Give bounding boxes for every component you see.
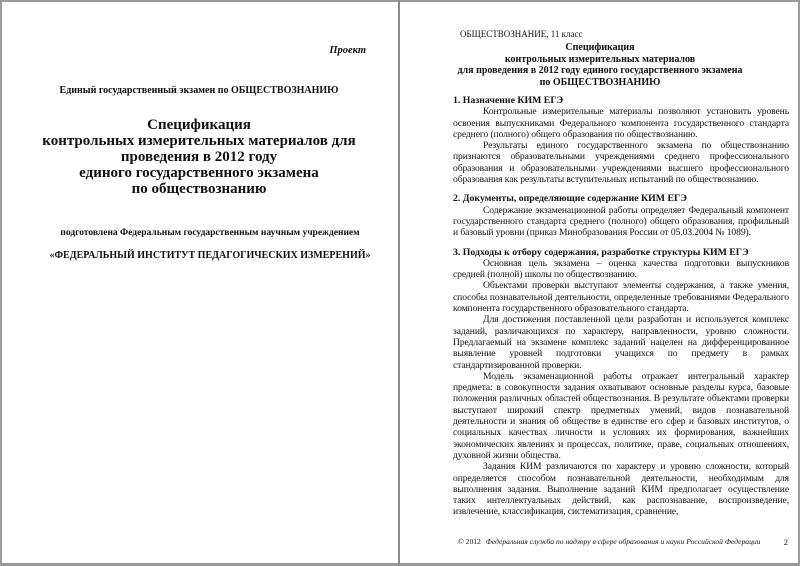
paragraph: Основная цель экзамена – оценка качества подготовки выпускников средней (полной) школы по обществознанию. [453,257,789,281]
paragraph: Модель экзаменационной работы отражает интегральный характер предмета: в совокупности задания охватывают основные разделы курса, базовые положения различных областей обществознания. В результате объектами проверки выступают широкий спектр предметных умений, видов познавательной деятельности и знания об обществе в единстве его сфер и базовых институтов, о социальных качествах личности и условиях их формирования, важнейших экономических явлениях и процессах, политике, праве, социальных отношениях, духовной жизни общества. [453,370,789,461]
agency-name: Федеральная служба по надзору в сфере образования и науки Российской Федерации [485,537,761,546]
paragraph: Контрольные измерительные материалы позволяют установить уровень освоения выпускниками Федерального компонента государственного стандарта среднего (полного) общего образования по обществознанию. [453,106,789,140]
exam-line: Единый государственный экзамен по ОБЩЕСТВОЗНАНИЮ [59,85,339,96]
prepared-by: подготовлена Федеральным государственным научным учреждением [60,228,360,238]
title-line: по обществознанию [131,181,267,197]
page-footer [458,536,788,548]
section-heading: 2. Документы, определяющие содержание КИМ ЕГЭ [453,193,687,205]
paragraph: Задания КИМ различаются по характеру и уровню сложности, который определяется способом познавательной деятельности, необходимым для выполнения задания. Выполнение заданий КИМ предполагает осуществление таких интеллектуальных действий, как распознавание, воспроизведение, извлечение, классификация, систематизация, сравнение, [453,461,789,518]
institute-name: «ФЕДЕРАЛЬНЫЙ ИНСТИТУТ ПЕДАГОГИЧЕСКИХ ИЗМЕРЕНИЙ» [49,250,371,261]
paragraph: Для достижения поставленной цели разработан и используется комплекс заданий, различающихся по характеру, направленности, уровню сложности. Предлагаемый на экзамене комплекс заданий нацелен на дифференцированное выявление уровней подготовки учащихся по предмету в рамках стандартизированной проверки. [453,314,789,371]
paragraph: Результаты единого государственного экзамена по обществознанию признаются образовательными учреждениями среднего профессионального образования и образовательными учреждениями высшего профессионального образования как результаты вступительных испытаний по обществознанию. [453,140,789,186]
title-line: Спецификация [565,42,635,53]
section-approaches [453,247,789,518]
copyright: © 2012 [458,537,481,546]
title-page [0,0,398,566]
body-text [453,95,789,518]
title-line: единого государственного экзамена [79,165,319,181]
title-line: для проведения в 2012 году единого государственного экзамена [457,65,743,76]
content-page [400,0,800,566]
page-number: 2 [783,537,788,547]
page-title [420,42,780,88]
draft-label: Проект [329,45,366,56]
title-line: контрольных измерительных материалов для [42,133,356,149]
paragraph: Содержание экзаменационной работы определяет Федеральный компонент государственного стандарта среднего (полного) общего образования, профильный и базовый уровни (приказ Минобразования России от 05.03.2004 № 1089). [453,204,789,239]
title-line: по ОБЩЕСТВОЗНАНИЮ [539,76,661,88]
document-title [0,117,398,197]
title-line: Спецификация [147,117,251,133]
section-documents [453,193,789,238]
running-head: ОБЩЕСТВОЗНАНИЕ, 11 класс [460,29,583,39]
title-line: контрольных измерительных материалов [504,53,696,65]
section-heading: 3. Подходы к отбору содержания, разработке структуры КИМ ЕГЭ [453,246,749,258]
title-line: проведения в 2012 году [120,149,278,165]
section-purpose [453,95,789,185]
section-heading: 1. Назначение КИМ ЕГЭ [453,95,564,106]
paragraph: Объектами проверки выступают элементы содержания, а также умения, способы познавательной деятельности, определенные требованиями Федерального компонента государственного образовательного стандарта. [453,280,789,315]
